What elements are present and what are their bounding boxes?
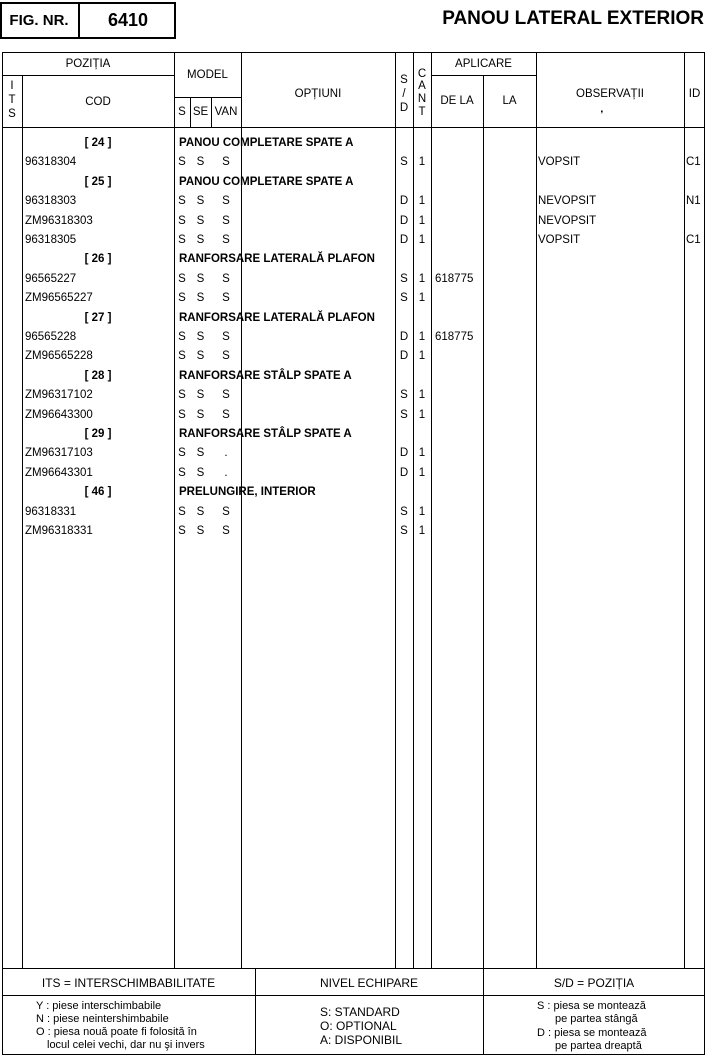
part-code: ZM96318331 [25, 525, 93, 537]
quantity-value: 1 [418, 195, 426, 207]
quantity-value: 1 [418, 273, 426, 285]
col-header-its-s: S [8, 108, 16, 120]
part-code: ZM96643301 [25, 467, 93, 479]
position-number: [ 46 ] [84, 486, 112, 498]
col-header-cant-t: T [418, 106, 426, 118]
model-van-value: S [222, 292, 230, 304]
model-se-value: S [196, 389, 205, 401]
model-s-value: S [178, 234, 186, 246]
position-number: [ 24 ] [84, 137, 112, 149]
grid-line [241, 52, 242, 968]
part-code: 96565228 [25, 331, 77, 343]
side-value: D [399, 350, 409, 362]
legend-nivel-line: O: OPTIONAL [320, 1019, 397, 1033]
col-header-cod: COD [85, 96, 111, 108]
model-van-value: S [222, 409, 230, 421]
part-code: 96565227 [25, 273, 77, 285]
col-header-its-i: I [10, 80, 14, 92]
figure-number: 6410 [107, 10, 149, 30]
observation-value: VOPSIT [538, 234, 581, 246]
model-se-value: S [196, 273, 205, 285]
legend-sd-line: D : piesa se montează [537, 1027, 647, 1039]
quantity-value: 1 [418, 525, 426, 537]
part-code: ZM96643300 [25, 409, 93, 421]
part-code: 96318305 [25, 234, 77, 246]
applicable-from-value: 618775 [435, 273, 474, 285]
grid-line [174, 97, 241, 98]
quantity-value: 1 [418, 215, 426, 227]
model-se-value: S [196, 292, 205, 304]
position-number: [ 25 ] [84, 176, 112, 188]
model-van-value: . [224, 467, 228, 479]
legend-nivel-title: NIVEL ECHIPARE [319, 976, 419, 990]
col-header-sd-d: D [399, 102, 409, 114]
position-number: [ 29 ] [84, 428, 112, 440]
side-value: S [400, 273, 408, 285]
legend-sd-line: pe partea dreaptă [555, 1040, 642, 1052]
model-van-value: S [222, 273, 230, 285]
side-value: S [400, 525, 408, 537]
part-code: 96318303 [25, 195, 77, 207]
model-van-value: S [222, 525, 230, 537]
quantity-value: 1 [418, 409, 426, 421]
grid-line [483, 75, 484, 968]
id-value: N1 [686, 195, 701, 207]
model-s-value: S [178, 273, 186, 285]
side-value: D [399, 234, 409, 246]
col-header-cant-n: N [417, 93, 427, 105]
grid-line [536, 52, 537, 968]
legend-sd-line: S : piesa se montează [537, 1000, 646, 1012]
col-header-de-la: DE LA [440, 95, 474, 107]
position-number: [ 26 ] [84, 253, 112, 265]
legend-its-title: ITS = INTERSCHIMBABILITATE [41, 976, 216, 990]
col-header-sd-s: S [400, 74, 408, 86]
col-header-aplicare: APLICARE [455, 58, 512, 70]
model-van-value: S [222, 350, 230, 362]
quantity-value: 1 [418, 292, 426, 304]
model-s-value: S [178, 389, 186, 401]
grid-line [684, 52, 685, 968]
part-code: ZM96565227 [25, 292, 93, 304]
model-van-value: S [222, 195, 230, 207]
legend-nivel-line: A: DISPONIBIL [320, 1033, 403, 1047]
part-code: 96318304 [25, 156, 77, 168]
model-van-value: S [222, 215, 230, 227]
model-s-value: S [178, 447, 186, 459]
side-value: D [399, 215, 409, 227]
side-value: S [400, 389, 408, 401]
side-value: S [400, 506, 408, 518]
legend-nivel-line: S: STANDARD [320, 1005, 400, 1019]
side-value: D [399, 331, 409, 343]
quantity-value: 1 [418, 156, 426, 168]
legend-its-line: Y : piese interschimbabile [36, 1000, 162, 1012]
col-header-optiuni: OPȚIUNI [294, 88, 342, 100]
model-se-value: S [196, 447, 205, 459]
model-van-value: S [222, 389, 230, 401]
model-s-value: S [178, 215, 186, 227]
model-se-value: S [196, 215, 205, 227]
part-description: PANOU COMPLETARE SPATE A [179, 137, 354, 149]
model-van-value: S [222, 331, 230, 343]
model-van-value: S [222, 506, 230, 518]
part-code: ZM96317102 [25, 389, 93, 401]
side-value: S [400, 292, 408, 304]
model-van-value: . [224, 447, 228, 459]
model-se-value: S [196, 156, 205, 168]
legend-its-line: locul celei vechi, dar nu şi invers [47, 1039, 205, 1051]
legend-sd-title: S/D = POZIȚIA [553, 976, 635, 990]
model-s-value: S [178, 292, 186, 304]
model-s-value: S [178, 506, 186, 518]
col-header-model-van: VAN [214, 106, 238, 118]
id-value: C1 [686, 156, 701, 168]
side-value: D [399, 195, 409, 207]
part-description: RANFORSARE STÂLP SPATE A [179, 370, 352, 382]
col-header-id: ID [688, 88, 701, 100]
col-header-model-se: SE [192, 106, 209, 118]
col-header-sd-slash: / [402, 88, 406, 100]
model-s-value: S [178, 156, 186, 168]
col-header-model-s: S [178, 106, 186, 118]
part-description: PANOU COMPLETARE SPATE A [179, 176, 354, 188]
part-description: PRELUNGIRE, INTERIOR [179, 486, 316, 498]
model-s-value: S [178, 409, 186, 421]
grid-line [2, 127, 705, 128]
quantity-value: 1 [418, 506, 426, 518]
grid-line [2, 75, 174, 76]
part-code: ZM96318303 [25, 215, 93, 227]
legend-divider [2, 968, 705, 969]
model-se-value: S [196, 409, 205, 421]
quantity-value: 1 [418, 234, 426, 246]
model-se-value: S [196, 525, 205, 537]
grid-line [431, 75, 536, 76]
quantity-value: 1 [418, 331, 426, 343]
side-value: S [400, 156, 408, 168]
col-header-cant-a: A [418, 80, 426, 92]
col-header-pozitia: POZIȚIA [65, 58, 111, 70]
col-header-cant-c: C [417, 68, 427, 80]
side-value: D [399, 447, 409, 459]
col-header-its-t: T [8, 94, 16, 106]
model-s-value: S [178, 195, 186, 207]
part-code: 96318331 [25, 506, 77, 518]
col-header-la: LA [502, 95, 517, 107]
position-number: [ 27 ] [84, 312, 112, 324]
grid-line [22, 75, 23, 968]
model-van-value: S [222, 234, 230, 246]
parts-table-frame [2, 52, 705, 1055]
part-description: RANFORSARE LATERALĂ PLAFON [179, 312, 375, 324]
model-se-value: S [196, 467, 205, 479]
model-se-value: S [196, 195, 205, 207]
side-value: S [400, 409, 408, 421]
model-se-value: S [196, 506, 205, 518]
page-title: PANOU LATERAL EXTERIOR [442, 8, 704, 29]
id-value: C1 [686, 234, 701, 246]
model-s-value: S [178, 350, 186, 362]
part-description: RANFORSARE LATERALĂ PLAFON [179, 253, 375, 265]
model-se-value: S [196, 350, 205, 362]
model-se-value: S [196, 331, 205, 343]
model-se-value: S [196, 234, 205, 246]
applicable-from-value: 618775 [435, 331, 474, 343]
observation-value: VOPSIT [538, 156, 581, 168]
legend-divider [2, 995, 705, 996]
part-code: ZM96565228 [25, 350, 93, 362]
model-s-value: S [178, 467, 186, 479]
legend-sd-line: pe partea stângă [555, 1013, 638, 1025]
observation-value: NEVOPSIT [538, 215, 597, 227]
quantity-value: 1 [418, 447, 426, 459]
part-code: ZM96317103 [25, 447, 93, 459]
legend-its-line: N : piese neintershimbabile [36, 1013, 169, 1025]
observation-value: NEVOPSIT [538, 195, 597, 207]
quantity-value: 1 [418, 467, 426, 479]
legend-its-line: O : piesa nouă poate fi folosită în [36, 1026, 197, 1038]
quantity-value: 1 [418, 389, 426, 401]
model-s-value: S [178, 331, 186, 343]
grid-line [431, 52, 432, 968]
col-header-observatii: OBSERVAȚII [576, 88, 644, 100]
part-description: RANFORSARE STÂLP SPATE A [179, 428, 352, 440]
model-van-value: S [222, 156, 230, 168]
quantity-value: 1 [418, 350, 426, 362]
position-number: [ 28 ] [84, 370, 112, 382]
model-s-value: S [178, 525, 186, 537]
side-value: D [399, 467, 409, 479]
figure-label: FIG. NR. [0, 2, 80, 39]
col-header-observatii-mark: ❜ [600, 109, 604, 119]
col-header-model: MODEL [187, 69, 228, 81]
